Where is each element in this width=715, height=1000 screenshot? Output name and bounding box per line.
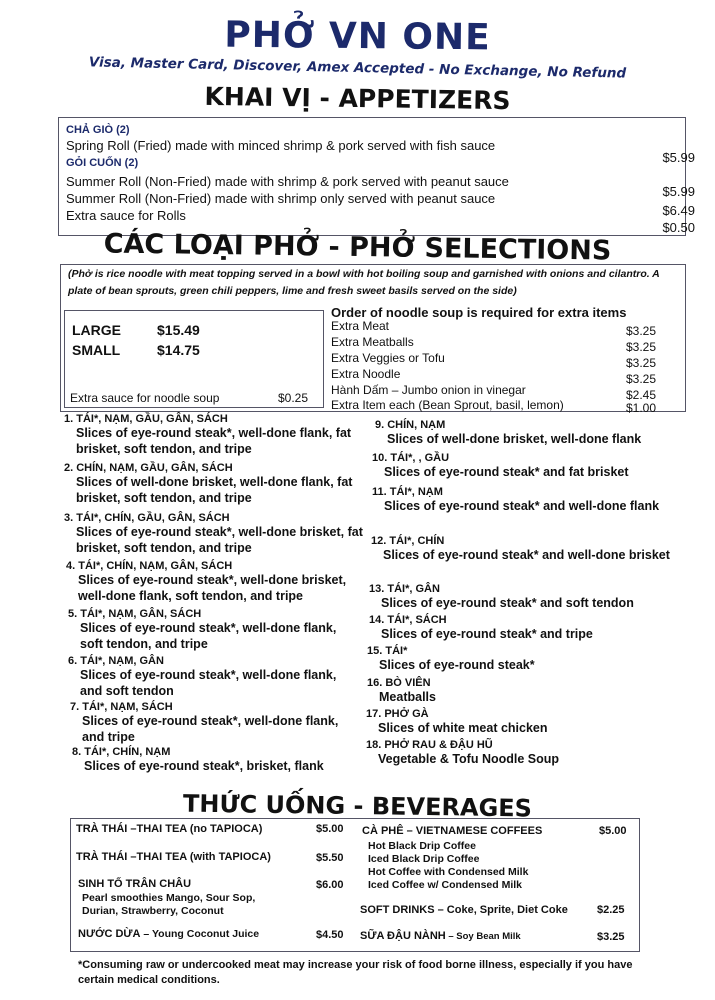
pho-item	[367, 677, 677, 705]
pho-item-desc: Slices of eye-round steak* and tripe	[381, 627, 593, 641]
pho-item	[367, 645, 677, 673]
pho-item-desc: Slices of eye-round steak*, well-done brisket, fat brisket, soft tendon, and tripe	[76, 525, 363, 555]
appetizer-name: Extra sauce for Rolls	[66, 208, 186, 223]
coffee-option: Hot Black Drip Coffee	[368, 840, 476, 852]
extra-item	[331, 367, 656, 386]
pho-item-desc: Slices of eye-round steak* and soft tendon	[381, 596, 634, 610]
coconut-label: NƯỚC DỪA	[78, 928, 141, 940]
appetizer-name: Spring Roll (Fried) made with minced shrimp & pork served with fish sauce	[66, 138, 496, 153]
smoothie-label: SINH TỐ TRÂN CHÂU	[78, 878, 192, 890]
payment-note: Visa, Master Card, Discover, Amex Accepted - No Exchange, No Refund	[88, 54, 627, 82]
pho-item	[369, 614, 679, 642]
coffee-option: Iced Coffee w/ Condensed Milk	[368, 879, 523, 891]
appetizer-price: $5.99	[662, 150, 695, 165]
appetizer-row	[66, 208, 695, 235]
soy-milk-sub: – Soy Bean Milk	[445, 931, 521, 942]
pho-item-desc: Slices of well-done brisket, well-done flank, fat brisket, soft tendon, and tripe	[76, 475, 353, 505]
soy-milk-label: SỮA ĐẬU NÀNH	[360, 930, 446, 942]
extra-item	[331, 351, 656, 370]
pho-item-name: 12. TÁI*, CHÍN	[371, 535, 445, 547]
pho-item	[366, 708, 676, 736]
coffee-option: Hot Coffee with Condensed Milk	[368, 866, 529, 878]
pho-item	[72, 746, 362, 774]
thai-tea-no-tapioca-price: $5.00	[316, 823, 344, 835]
pho-item-name: 4. TÁI*, CHÍN, NẠM, GÂN, SÁCH	[66, 560, 233, 572]
smoothie-desc: Pearl smoothies Mango, Sour Sop, Durian, Strawberry, Coconut	[82, 892, 256, 917]
extras-heading: Order of noodle soup is required for extra items	[331, 305, 627, 320]
size-large-price: $15.49	[157, 322, 200, 338]
extra-item-label: Extra Veggies or Tofu	[331, 351, 445, 365]
pho-item-name: 9. CHÍN, NẠM	[375, 419, 446, 431]
pho-item-name: 1. TÁI*, NẠM, GẦU, GÂN, SÁCH	[64, 413, 228, 425]
pho-item	[66, 560, 371, 604]
pho-item	[375, 419, 685, 447]
extra-item-price: $3.25	[625, 356, 656, 370]
pho-item-name: 16. BÒ VIÊN	[367, 677, 431, 689]
appetizer-price: $6.49	[662, 203, 695, 218]
pho-item	[371, 535, 671, 563]
beverages-heading: THỨC UỐNG - BEVERAGES	[182, 789, 533, 823]
pho-item-name: 7. TÁI*, NẠM, SÁCH	[70, 701, 173, 713]
pho-item-name: 13. TÁI*, GÂN	[369, 583, 440, 595]
coconut-drink	[78, 928, 259, 940]
size-small-price: $14.75	[157, 342, 200, 358]
extra-item	[331, 398, 656, 415]
pho-item	[372, 452, 682, 480]
pho-item-desc: Slices of white meat chicken	[378, 721, 548, 735]
appetizer-name: Summer Roll (Non-Fried) made with shrimp only served with peanut sauce	[66, 191, 496, 206]
pho-item	[68, 608, 358, 652]
pho-item-name: 3. TÁI*, CHÍN, GẦU, GÂN, SÁCH	[64, 512, 230, 524]
coffee-price: $5.00	[599, 825, 627, 837]
pho-item-name: 5. TÁI*, NẠM, GÂN, SÁCH	[68, 608, 202, 620]
pho-item-name: 6. TÁI*, NẠM, GÂN	[68, 655, 164, 667]
extra-item-price: $3.25	[625, 324, 656, 338]
pho-item-name: 18. PHỞ RAU & ĐẬU HŨ	[366, 739, 493, 751]
pho-item-desc: Meatballs	[379, 690, 436, 704]
extra-sauce-label: Extra sauce for noodle soup	[70, 391, 220, 405]
thai-tea-tapioca-price: $5.50	[316, 852, 344, 864]
pho-item-name: 8. TÁI*, CHÍN, NẠM	[72, 746, 171, 758]
pho-item-desc: Slices of eye-round steak*, brisket, flank	[84, 759, 324, 773]
thai-tea-no-tapioca-label: TRÀ THÁI –THAI TEA (no TAPIOCA)	[76, 823, 263, 835]
pho-heading: CÁC LOẠI PHỞ - PHỞ SELECTIONS	[103, 228, 612, 267]
size-small-label: SMALL	[72, 342, 121, 358]
pho-item-desc: Slices of eye-round steak*, well-done flank, and tripe	[82, 714, 339, 744]
pho-item-desc: Slices of well-done brisket, well-done flank	[387, 432, 642, 446]
coffee-option: Iced Black Drip Coffee	[368, 853, 480, 865]
pho-item	[64, 462, 369, 506]
pho-item-desc: Slices of eye-round steak*	[379, 658, 535, 672]
pho-item-name: 14. TÁI*, SÁCH	[369, 614, 447, 626]
raw-meat-warning: *Consuming raw or undercooked meat may increase your risk of food borne illness, especially if you have certain medical conditions.	[78, 959, 633, 986]
extra-item-label: Extra Meatballs	[331, 335, 414, 349]
extra-item	[331, 319, 656, 338]
appetizer-name: Summer Roll (Non-Fried) made with shrimp & pork served with peanut sauce	[66, 174, 509, 189]
soft-drinks-label: SOFT DRINKS	[360, 904, 435, 916]
size-large-label: LARGE	[72, 322, 121, 338]
pho-item-name: 11. TÁI*, NẠM	[372, 486, 443, 498]
pho-item	[64, 413, 369, 457]
pho-item-name: 10. TÁI*, , GẦU	[372, 452, 450, 464]
extra-item-price: $1.00	[625, 401, 656, 415]
extra-item	[331, 335, 656, 354]
appetizers-heading: KHAI VỊ - APPETIZERS	[204, 81, 511, 116]
restaurant-title: PHỞ VN ONE	[224, 14, 491, 59]
extra-sauce-price: $0.25	[278, 391, 309, 405]
extra-item-label: Extra Noodle	[331, 367, 401, 381]
pho-item	[70, 701, 360, 745]
pho-item-desc: Vegetable & Tofu Noodle Soup	[378, 752, 560, 766]
pho-item-desc: Slices of eye-round steak*, well-done flank, and soft tendon	[80, 668, 337, 698]
pho-description: (Phở is rice noodle with meat topping served in a bowl with hot boiling soup and garnished with onions and cilantro. A plate of bean sprouts, green chili peppers, lime and fresh sweet basils served on the side)	[68, 268, 660, 297]
pho-item	[372, 486, 672, 514]
pho-item-name: 15. TÁI*	[367, 645, 408, 657]
extra-item-label: Hành Dấm – Jumbo onion in vinegar	[331, 383, 526, 397]
pho-item-desc: Slices of eye-round steak* and well-done flank	[384, 499, 660, 513]
pho-item-desc: Slices of eye-round steak* and fat brisket	[384, 465, 629, 479]
pho-item-name: 17. PHỞ GÀ	[366, 708, 429, 720]
extra-item-label: Extra Item each (Bean Sprout, basil, lemon)	[331, 398, 564, 412]
cha-gio-label: CHẢ GIÒ (2)	[66, 124, 130, 136]
thai-tea-tapioca-label: TRÀ THÁI –THAI TEA (with TAPIOCA)	[76, 851, 271, 863]
smoothie-price: $6.00	[316, 879, 344, 891]
pho-item	[366, 739, 676, 767]
soy-milk	[360, 930, 521, 942]
soft-drinks	[360, 904, 568, 916]
extra-item-label: Extra Meat	[331, 319, 390, 333]
extra-item	[331, 383, 656, 402]
extra-item-price: $3.25	[625, 372, 656, 386]
pho-item-desc: Slices of eye-round steak*, well-done brisket, well-done flank, soft tendon, and tripe	[78, 573, 347, 603]
soy-milk-price: $3.25	[597, 931, 625, 943]
pho-item-desc: Slices of eye-round steak*, well-done flank, fat brisket, soft tendon, and tripe	[76, 426, 352, 456]
appetizer-price: $5.99	[662, 184, 695, 199]
pho-item	[64, 512, 369, 556]
soft-drinks-sub: – Coke, Sprite, Diet Coke	[434, 904, 568, 916]
pho-item-desc: Slices of eye-round steak* and well-done brisket	[383, 548, 670, 562]
extra-item-price: $3.25	[625, 340, 656, 354]
pho-item-name: 2. CHÍN, NẠM, GẦU, GÂN, SÁCH	[64, 462, 233, 474]
extra-item-price: $2.45	[625, 388, 656, 402]
pho-item	[68, 655, 358, 699]
appetizer-price: $0.50	[662, 220, 695, 235]
pho-item-desc: Slices of eye-round steak*, well-done flank, soft tendon, and tripe	[80, 621, 337, 651]
soft-drinks-price: $2.25	[597, 904, 625, 916]
coconut-price: $4.50	[316, 929, 344, 941]
coconut-sub: – Young Coconut Juice	[140, 928, 260, 940]
goi-cuon-label: GỎI CUỐN (2)	[66, 157, 139, 169]
pho-item	[369, 583, 679, 611]
coffee-label: CÀ PHÊ – VIETNAMESE COFFEES	[362, 825, 543, 837]
